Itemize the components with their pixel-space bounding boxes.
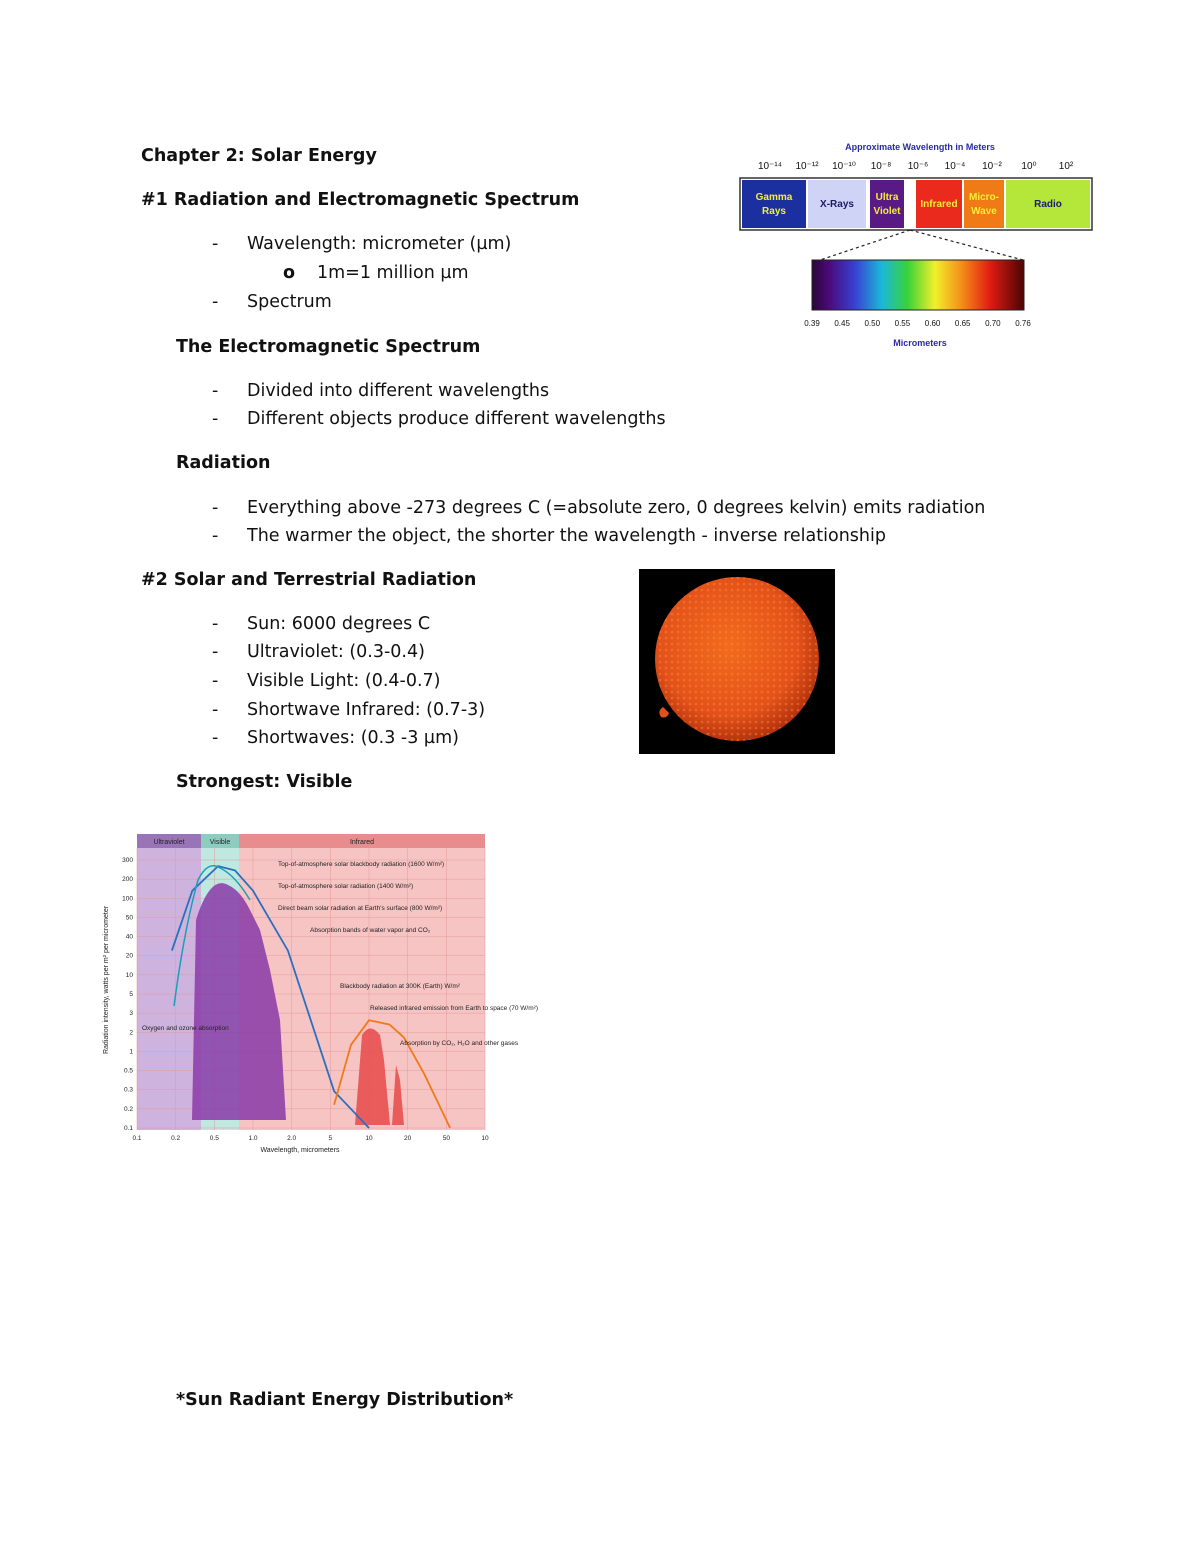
exponent-label: 10⁻⁴ (944, 161, 966, 172)
chapter-title: Chapter 2: Solar Energy (141, 146, 377, 166)
visible-tick-row (804, 319, 1031, 328)
band-label: Gamma (755, 192, 793, 203)
bullet-dash: - (212, 671, 219, 691)
strongest-visible: Strongest: Visible (176, 772, 353, 792)
spectrum-title: Approximate Wavelength in Meters (845, 142, 995, 152)
band-label: Violet (873, 206, 901, 217)
bullet-dash: - (212, 700, 219, 720)
x-tick-label: 0.1 (132, 1135, 142, 1142)
band-label: Wave (971, 206, 997, 217)
exponent-label: 10⁻⁸ (870, 161, 892, 172)
sun-surface-texture (655, 577, 819, 741)
band-label: Rays (762, 206, 786, 217)
exponent-label: 10⁻¹⁰ (832, 161, 856, 172)
y-tick-label: 10 (125, 971, 133, 979)
band-0 (742, 180, 806, 228)
y-tick-label: 3 (129, 1010, 133, 1018)
y-tick-label: 0.2 (123, 1105, 133, 1113)
x-tick-label: 2.0 (287, 1135, 297, 1142)
y-tick-label: 20 (125, 952, 133, 960)
x-tick-label: 0.2 (171, 1135, 181, 1142)
x-tick-label: 0.5 (209, 1135, 219, 1142)
radiation-heading: Radiation (176, 453, 271, 473)
y-axis-ticks (122, 857, 133, 1132)
band-4 (964, 180, 1004, 228)
band-label: Infrared (920, 199, 958, 210)
bullet-inverse-relationship: The warmer the object, the shorter the wavelength - inverse relationship (247, 526, 886, 546)
visible-tick-label: 0.45 (834, 319, 850, 328)
band-label: Micro- (969, 192, 999, 203)
em-spectrum-figure (740, 138, 1092, 353)
bullet-dash: - (212, 498, 219, 518)
band-row (742, 180, 1090, 228)
bullet-shortwave-infrared: Shortwave Infrared: (0.7-3) (247, 700, 486, 720)
exponent-label: 10⁻⁶ (907, 161, 929, 172)
bullet-dash: - (212, 728, 219, 748)
y-tick-label: 50 (125, 914, 133, 922)
bullet-dash: - (212, 526, 219, 546)
bullet-different-objects: Different objects produce different wavelengths (247, 409, 666, 429)
annotation-earth-blackbody: Blackbody radiation at 300K (Earth) W/m² (340, 983, 460, 990)
y-tick-label: 0.5 (123, 1067, 133, 1075)
bullet-divided: Divided into different wavelengths (247, 381, 550, 401)
visible-spectrum-bar (812, 260, 1024, 310)
x-axis-label: Wavelength, micrometers (260, 1147, 340, 1154)
y-tick-label: 100 (122, 895, 133, 903)
x-axis-ticks (132, 1135, 489, 1142)
annotation-toa-solar: Top-of-atmosphere solar radiation (1400 W/m²) (278, 883, 414, 890)
exponent-label: 10⁻¹⁴ (757, 161, 783, 172)
bullet-dash: - (212, 292, 219, 312)
em-spectrum-heading: The Electromagnetic Spectrum (176, 337, 481, 357)
region-label-visible: Visible (209, 839, 231, 846)
bullet-dash: - (212, 409, 219, 429)
visible-tick-label: 0.70 (985, 319, 1001, 328)
y-tick-label: 0.3 (123, 1086, 133, 1094)
solar-prominence (659, 707, 669, 718)
bullet-sun-temp: Sun: 6000 degrees C (247, 614, 431, 634)
region-label-infrared: Infrared (349, 839, 375, 846)
visible-tick-label: 0.60 (924, 319, 941, 328)
bullet-dash: - (212, 381, 219, 401)
region-label-ultraviolet: Ultraviolet (153, 839, 185, 846)
exponent-label: 10⁰ (1021, 161, 1037, 172)
annotation-oxygen-ozone: Oxygen and ozone absorption (142, 1025, 229, 1032)
band-label: X-Rays (820, 199, 854, 210)
annotation-direct-beam: Direct beam solar radiation at Earth's surface (800 W/m²) (278, 905, 443, 912)
y-axis-label: Radiation intensity, watts per m² per micrometer (103, 905, 110, 1055)
section-heading-solar-terrestrial: #2 Solar and Terrestrial Radiation (141, 570, 477, 590)
bullet-dash: - (212, 614, 219, 634)
bullet-dash: - (212, 642, 219, 662)
band-2 (870, 180, 904, 228)
x-tick-label: 10 (481, 1135, 489, 1142)
band-label: Ultra (875, 192, 899, 203)
exponent-label: 10⁻² (982, 161, 1002, 172)
y-tick-label: 200 (122, 876, 133, 884)
bullet-absolute-zero: Everything above -273 degrees C (=absolute zero, 0 degrees kelvin) emits radiation (247, 498, 986, 518)
sub-bullet-marker: o (283, 263, 296, 283)
y-tick-label: 5 (129, 991, 133, 998)
bullet-spectrum: Spectrum (247, 292, 332, 312)
section-heading-radiation-spectrum: #1 Radiation and Electromagnetic Spectrum (141, 190, 580, 210)
x-tick-label: 10 (365, 1135, 373, 1142)
y-tick-label: 2 (129, 1029, 133, 1037)
micrometers-label: Micrometers (893, 338, 947, 348)
bullet-shortwaves: Shortwaves: (0.3 -3 µm) (247, 728, 459, 748)
bullet-dash: - (212, 234, 219, 254)
solar-radiation-chart (100, 830, 538, 1160)
annotation-co2-h2o: Absorption by CO₂, H₂O and other gases (400, 1040, 519, 1047)
exponent-row (758, 161, 1074, 172)
x-tick-label: 20 (404, 1135, 412, 1142)
figure-caption: *Sun Radiant Energy Distribution* (176, 1390, 514, 1410)
x-tick-label: 1.0 (248, 1135, 258, 1142)
x-tick-label: 5 (328, 1135, 333, 1142)
x-tick-label: 50 (442, 1135, 450, 1142)
visible-tick-label: 0.55 (894, 319, 911, 328)
y-tick-label: 0.1 (123, 1125, 133, 1132)
zoom-line-left (820, 230, 910, 260)
visible-tick-label: 0.76 (1015, 319, 1031, 328)
visible-tick-label: 0.39 (804, 319, 820, 328)
band-label: Radio (1034, 199, 1062, 210)
exponent-label: 10⁻¹² (795, 161, 819, 172)
sun-image (639, 569, 835, 754)
annotation-released-infrared: Released infrared emission from Earth to space (70 W/m²) (370, 1005, 538, 1012)
bullet-wavelength: Wavelength: micrometer (µm) (247, 234, 512, 254)
bullet-visible-light: Visible Light: (0.4-0.7) (247, 671, 441, 691)
visible-tick-label: 0.65 (954, 319, 971, 328)
y-tick-label: 300 (122, 857, 133, 864)
y-tick-label: 40 (125, 933, 133, 941)
ultraviolet-region (137, 834, 201, 1130)
y-tick-label: 1 (129, 1048, 133, 1056)
bullet-ultraviolet: Ultraviolet: (0.3-0.4) (247, 642, 425, 662)
exponent-label: 10² (1058, 161, 1074, 172)
sub-bullet-micrometer: 1m=1 million µm (317, 263, 469, 283)
annotation-toa-blackbody: Top-of-atmosphere solar blackbody radiation (1600 W/m²) (278, 861, 445, 868)
visible-tick-label: 0.50 (864, 319, 881, 328)
annotation-absorption-bands: Absorption bands of water vapor and CO₂ (310, 927, 431, 934)
zoom-line-right (910, 230, 1023, 260)
